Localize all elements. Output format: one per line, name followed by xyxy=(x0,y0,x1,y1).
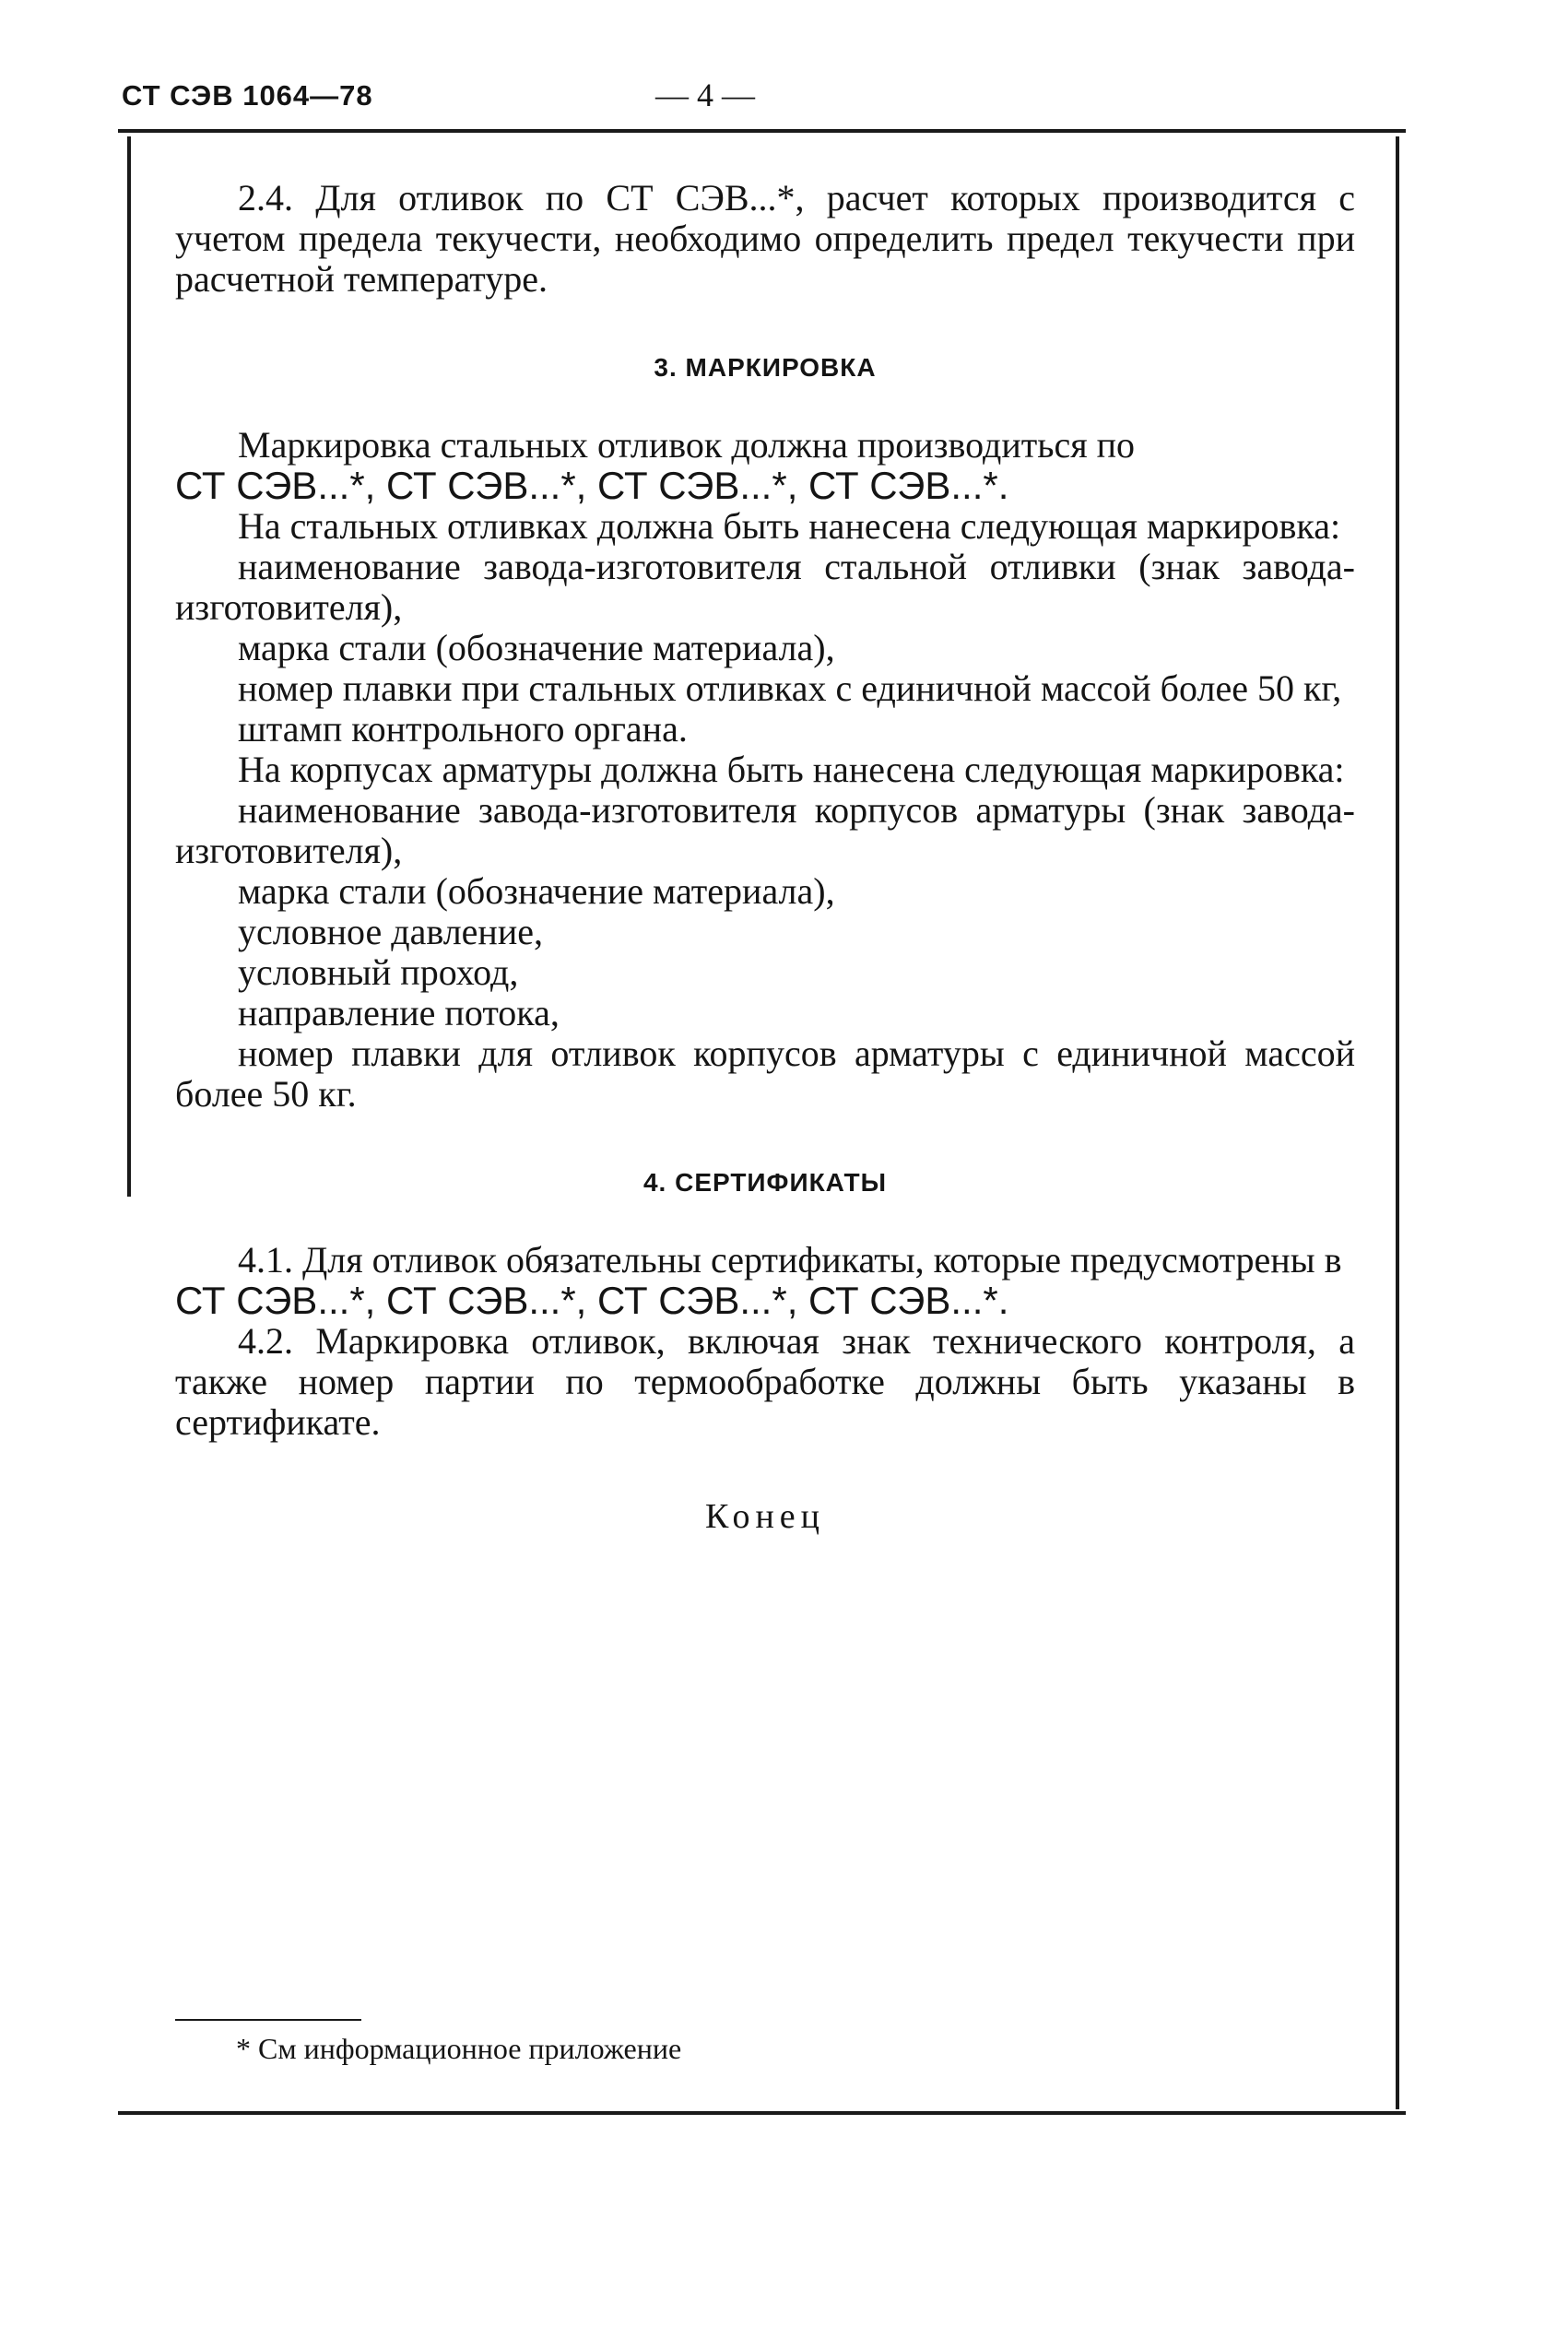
valves-item: марка стали (обозначение материала), xyxy=(238,870,835,912)
castings-lead: На стальных отливках должна быть нанесена следующая маркировка: xyxy=(238,505,1341,547)
castings-item: номер плавки при стальных отливках с единичной массой более 50 кг, xyxy=(238,667,1342,709)
footnote: * См информационное приложение xyxy=(236,2032,682,2065)
castings-item: наименование завода-изготовителя стальной отливки (знак завода-изготовителя), xyxy=(175,546,1355,628)
valves-item: условный проход, xyxy=(238,951,519,993)
end-label: Конец xyxy=(705,1497,825,1536)
paragraph-2-4: 2.4. Для отливок по СТ СЭВ...*, расчет которых производится с учетом предела текучести, необходимо определить предел текучести при расчетной температуре. xyxy=(175,177,1355,300)
paragraph-4-2: 4.2. Маркировка отливок, включая знак технического контроля, а также номер партии по термообработке должны быть указаны в сертификате. xyxy=(175,1320,1355,1443)
page-content xyxy=(175,178,1355,1537)
valves-item: наименование завода-изготовителя корпусов арматуры (знак завода-изготовителя), xyxy=(175,789,1355,871)
valves-item: условное давление, xyxy=(238,911,543,952)
section-3-title: 3. МАРКИРОВКА xyxy=(654,353,877,382)
right-rule xyxy=(1396,136,1399,2109)
left-rule xyxy=(127,136,131,1197)
document-code: СТ СЭВ 1064—78 xyxy=(122,79,373,112)
section-4-title: 4. СЕРТИФИКАТЫ xyxy=(643,1168,888,1197)
valves-lead: На корпусах арматуры должна быть нанесена следующая маркировка: xyxy=(238,749,1345,790)
footnote-rule xyxy=(175,2019,361,2021)
castings-item: штамп контрольного органа. xyxy=(238,708,688,750)
paragraph-4-1: 4.1. Для отливок обязательны сертификаты, которые предусмотрены в xyxy=(238,1239,1342,1281)
marking-standards: СТ СЭВ...*, СТ СЭВ...*, СТ СЭВ...*, СТ СЭВ...*. xyxy=(175,464,1009,507)
valves-item: направление потока, xyxy=(238,992,560,1033)
marking-intro: Маркировка стальных отливок должна производиться по xyxy=(238,424,1136,466)
top-rule xyxy=(118,129,1406,133)
paragraph-4-1-standards: СТ СЭВ...*, СТ СЭВ...*, СТ СЭВ...*, СТ СЭВ...*. xyxy=(175,1279,1009,1322)
castings-item: марка стали (обозначение материала), xyxy=(238,627,835,668)
valves-item: номер плавки для отливок корпусов арматуры с единичной массой более 50 кг. xyxy=(175,1033,1355,1115)
page-number: — 4 — xyxy=(655,77,755,113)
bottom-rule xyxy=(118,2111,1406,2115)
